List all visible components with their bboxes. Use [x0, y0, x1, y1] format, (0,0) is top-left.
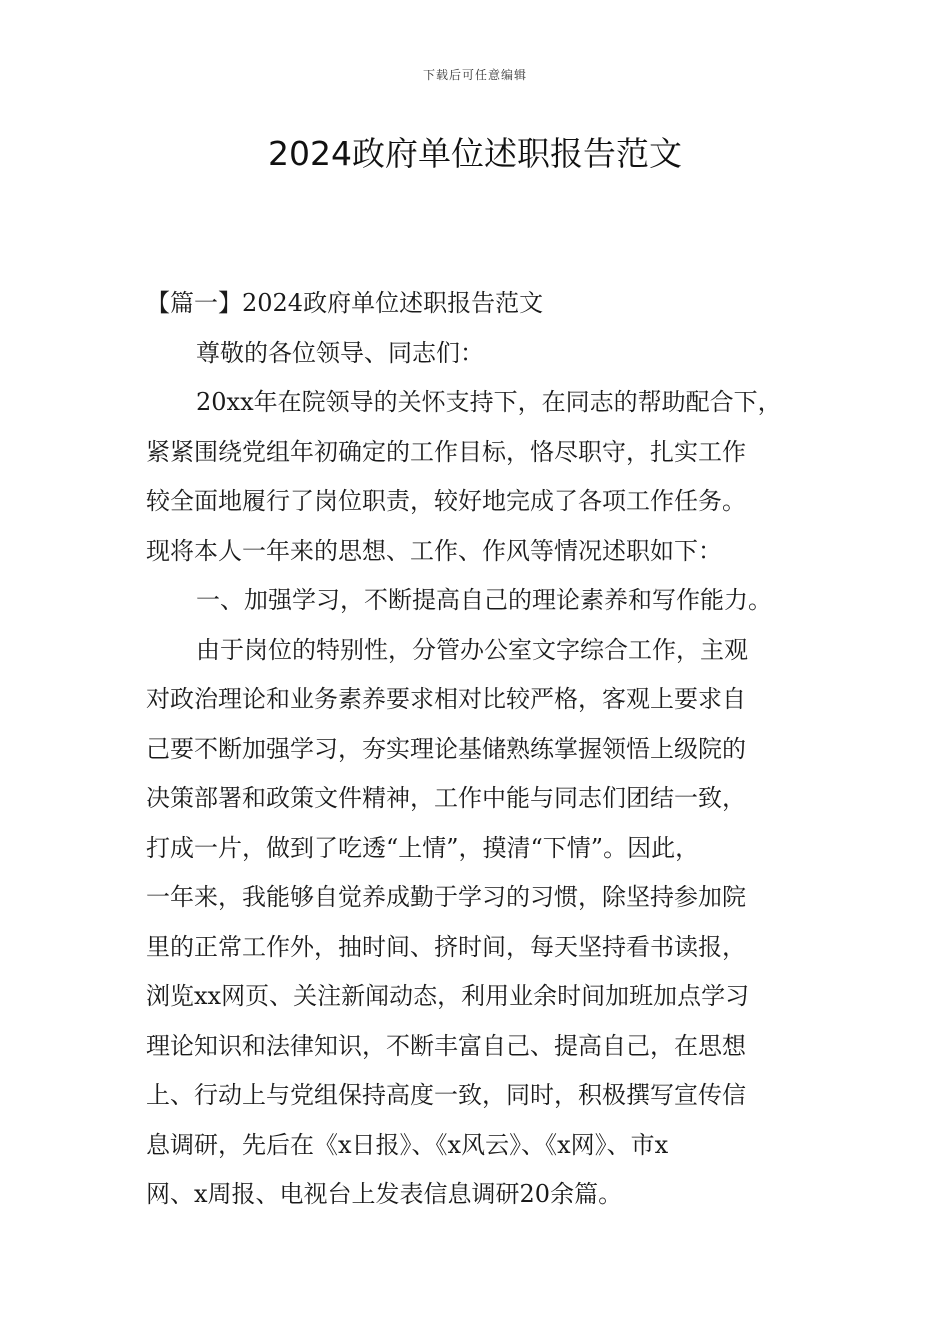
body-line: 一年来，我能够自觉养成勤于学习的习惯，除坚持参加院 [146, 883, 746, 911]
body-line: 紧紧围绕党组年初确定的工作目标，恪尽职守，扎实工作 [146, 437, 746, 466]
body-line: 己要不断加强学习，夯实理论基储熟练掌握领悟上级院的 [146, 734, 746, 763]
body-line: 决策部署和政策文件精神，工作中能与同志们团结一致， [146, 784, 746, 812]
body-line: 现将本人一年来的思想、工作、作风等情况述职如下： [146, 536, 722, 565]
body-line: 网、x周报、电视台上发表信息调研20余篇。 [146, 1180, 623, 1208]
document-body [146, 279, 836, 1220]
body-line: 上、行动上与党组保持高度一致，同时，积极撰写宣传信 [146, 1081, 746, 1109]
body-line: 息调研，先后在《x日报》、《x风云》、《x网》、市x [146, 1130, 669, 1159]
header-note: 下载后可任意编辑 [422, 68, 527, 82]
body-line: 对政治理论和业务素养要求相对比较严格，客观上要求自 [146, 685, 746, 713]
body-line: 理论知识和法律知识，不断丰富自己、提高自己，在思想 [146, 1031, 746, 1060]
body-line: 里的正常工作外，抽时间、挤时间，每天坚持看书读报， [146, 932, 746, 961]
body-line: 打成一片，做到了吃透“上情”，摸清“下情”。因此， [146, 833, 700, 862]
body-line: 【篇一】2024政府单位述职报告范文 [146, 289, 544, 317]
body-line: 由于岗位的特别性，分管办公室文字综合工作，主观 [196, 635, 748, 664]
body-line: 较全面地履行了岗位职责，较好地完成了各项工作任务。 [146, 487, 746, 515]
body-line: 尊敬的各位领导、同志们： [196, 338, 484, 367]
body-line: 浏览xx网页、关注新闻动态，利用业余时间加班加点学习 [146, 982, 750, 1010]
body-line: 20xx年在院领导的关怀支持下，在同志的帮助配合下， [196, 388, 782, 416]
body-line: 一、加强学习，不断提高自己的理论素养和写作能力。 [196, 586, 772, 614]
document-title: 2024政府单位述职报告范文 [268, 134, 682, 173]
